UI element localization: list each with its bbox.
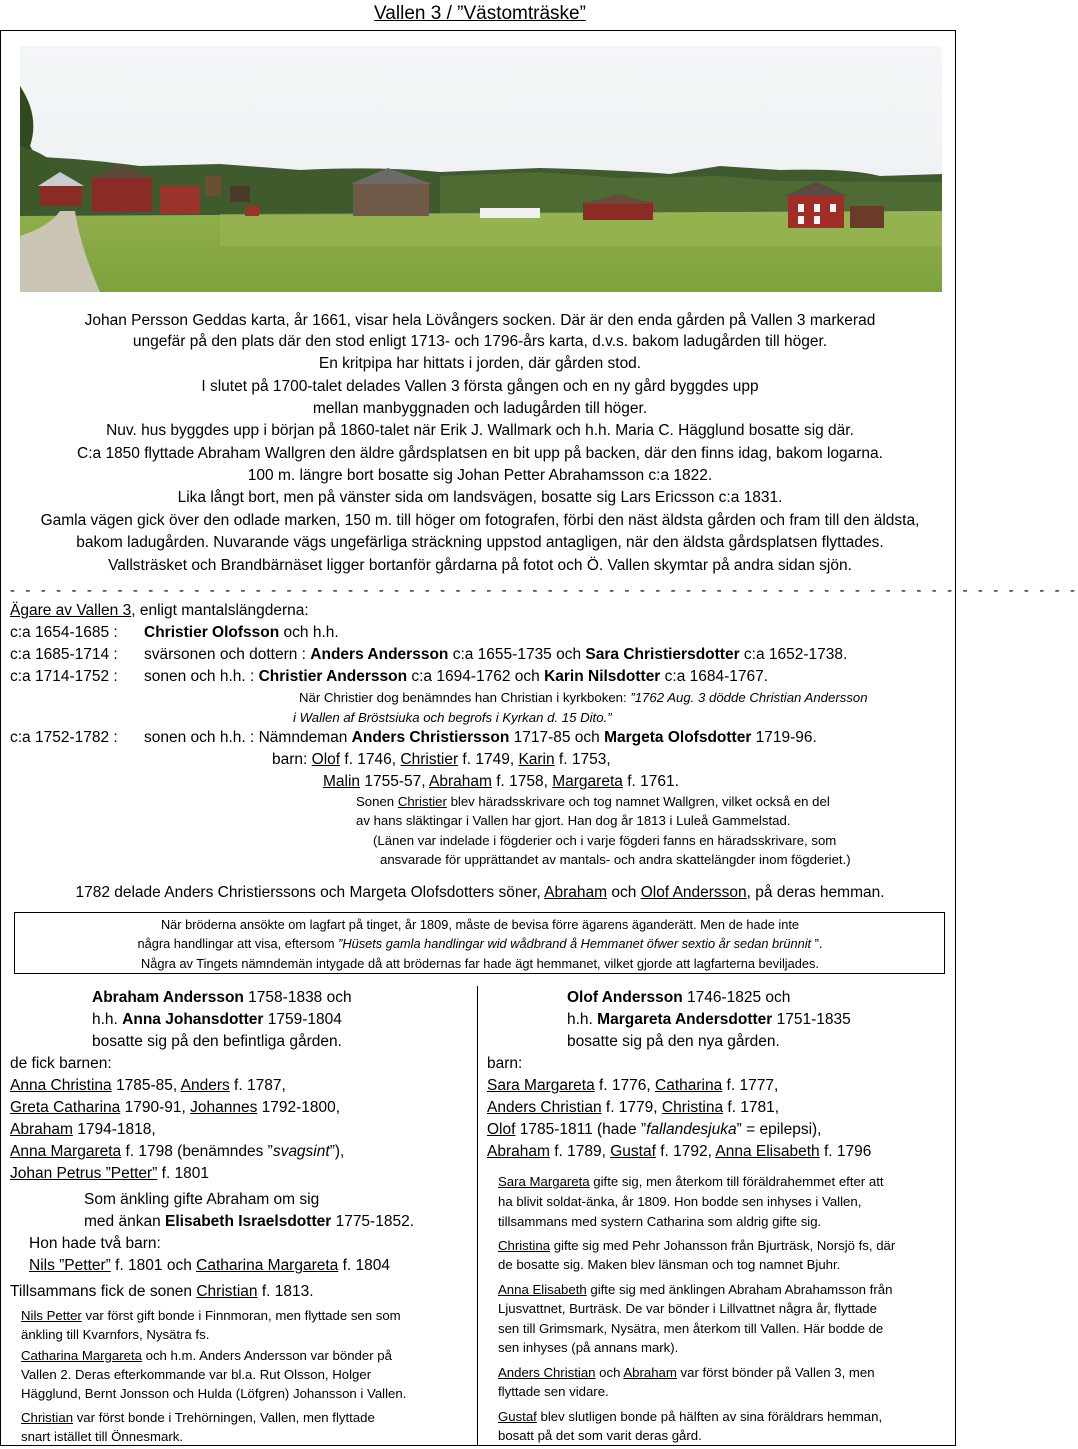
intro-line: Nuv. hus byggdes upp i början på 1860-talet när Erik J. Wallmark och h.h. Maria C. Hägglund bosatte sig där. [106,422,854,439]
olof-wife: h.h. Margareta Andersdotter 1751-1835 [567,1011,851,1028]
right-note: Sara Margareta gifte sig, men återkom till föräldrahemmet efter att [498,1174,884,1189]
right-note: Anders Christian och Abraham var först bönder på Vallen 3, men [498,1365,875,1380]
right-note: bosatt på det som varit deras gård. [498,1428,702,1443]
christier-note: ansvarade för upprättandet av mantals- och andra skattelängder inom fögderiet.) [380,852,851,867]
christier-note: (Länen var indelade i fögderier och i varje fögderi fanns en häradsskrivare, som [373,833,837,848]
abraham-wife: h.h. Anna Johansdotter 1759-1804 [92,1011,342,1028]
remarriage-line: Hon hade två barn: [29,1235,161,1252]
abraham-header: Abraham Andersson 1758-1838 och [92,989,352,1006]
intro-line: Gamla vägen gick över den odlade marken, 150 m. till höger om fotografen, förbi den näst äldsta gården och fram till den äldsta, [40,512,920,529]
left-note: Catharina Margareta och h.m. Anders Andersson var bönder på [21,1348,392,1363]
child-line: Anders Christian f. 1779, Christina f. 1781, [487,1099,780,1116]
owner-period: c:a 1654-1685 : [10,624,118,641]
right-note: sen inhyses (på annans mark). [498,1340,679,1355]
child-line: Abraham 1794-1818, [10,1121,156,1138]
intro-line: Vallsträsket och Brandbärnäset ligger bortanför gårdarna på fotot och Ö. Vallen skymtar på andra sidan sjön. [108,557,852,574]
lagfart-line: några handlingar att visa, eftersom ”Hüsets gamla handlingar wid wådbrand å Hemmanet öfwer sextio år sedan brünnit ”. [137,936,823,951]
owner-row-1: Christier Olofsson och h.h. [144,624,339,641]
right-note: tillsammans med systern Catharina som aldrig gifte sig. [498,1214,822,1229]
child-line: Johan Petrus ”Petter” f. 1801 [10,1165,210,1182]
right-note: ha blivit soldat-änka, år 1809. Hon bodde sen inhyses i Vallen, [498,1194,862,1209]
abraham-residence: bosatte sig på den befintliga gården. [92,1033,342,1050]
division-line: 1782 delade Anders Christierssons och Margeta Olofsdotters söner, Abraham och Olof Andersson, på deras hemman. [75,884,885,901]
remarriage-line: Tillsammans fick de sonen Christian f. 1813. [10,1283,314,1300]
children-heading: barn: [487,1055,523,1072]
intro-line: mellan manbyggnaden och ladugården till höger. [312,400,648,417]
children-line: barn: Olof f. 1746, Christier f. 1749, Karin f. 1753, [272,751,611,768]
children-line: Malin 1755-57, Abraham f. 1758, Margareta f. 1761. [323,773,679,790]
left-note: Nils Petter var först gift bonde i Finnmoran, men flyttade sen som [21,1308,401,1323]
left-note: Hägglund, Bernt Jonsson och Hulda (Löfgren) Johansson i Vallen. [21,1386,407,1401]
church-note: När Christier dog benämndes han Christian i kyrkboken: ”1762 Aug. 3 dödde Christian Andersson [299,690,868,705]
left-note: änkling till Kvarnfors, Nysätra fs. [21,1327,210,1342]
left-note: Vallen 2. Deras efterkommande var bl.a. Rut Olsson, Holger [21,1367,372,1382]
intro-line: Johan Persson Geddas karta, år 1661, visar hela Lövångers socken. Där är den enda gården på Vallen 3 markerad [84,312,876,329]
right-note: Anna Elisabeth gifte sig med änklingen Abraham Abrahamsson från [498,1282,893,1297]
christier-note: av hans släktingar i Vallen har gjort. Han dog år 1813 i Luleå Gammelstad. [356,813,791,828]
owner-period: c:a 1752-1782 : [10,729,118,746]
intro-line: bakom ladugården. Nuvarande vägs ungefärliga sträckning uppstod antagligen, när den äldsta gårdsplatsen flyttades. [76,534,884,551]
owner-period: c:a 1685-1714 : [10,646,118,663]
child-line: Anna Christina 1785-85, Anders f. 1787, [10,1077,286,1094]
church-note: i Wallen af Bröstsiuka och begrofs i Kyrkan d. 15 Dito.” [293,710,612,725]
dashed-divider: - - - - - - - - - - - - - - - - - - - - - - - - - - - - - - - - - - - - - - - - - - - - - - - - - - - - - - - - - - - - - - - - - - - - - - [10,582,1078,599]
right-note: Ljusvattnet, Burträsk. De var bönder i Lillvattnet några år, flyttade [498,1301,877,1316]
christier-note: Sonen Christier blev häradsskrivare och tog namnet Wallgren, vilket också en del [356,794,830,809]
right-note: sen till Grimsmark, Nysätra, men återkom till Vallen. Här bodde de [498,1321,884,1336]
right-note: Gustaf blev slutligen bonde på hälften av sina föräldrars hemman, [498,1409,883,1424]
column-divider [477,986,478,1446]
lagfart-line: Några av Tingets nämndemän intygade då att brödernas far hade ägt hemmanet, vilket gjorde att lagfarterna beviljades. [141,956,819,971]
child-line: Abraham f. 1789, Gustaf f. 1792, Anna Elisabeth f. 1796 [487,1143,872,1160]
left-note: snart istället till Önnesmark. [21,1429,183,1444]
child-line: Anna Margareta f. 1798 (benämndes ”svagsint”), [10,1143,345,1160]
remarriage-line: med änkan Elisabeth Israelsdotter 1775-1852. [84,1213,415,1230]
right-note: Christina gifte sig med Pehr Johansson från Bjurträsk, Norsjö fs, där [498,1238,896,1253]
farm-photo [20,46,942,292]
olof-residence: bosatte sig på den nya gården. [567,1033,780,1050]
child-line: Olof 1785-1811 (hade ”fallandesjuka” = epilepsi), [487,1121,822,1138]
intro-line: 100 m. längre bort bosatte sig Johan Petter Abrahamsson c:a 1822. [247,467,713,484]
left-note: Christian var först bonde i Trehörningen, Vallen, men flyttade [21,1410,375,1425]
owner-row-3: sonen och h.h. : Christier Andersson c:a 1694-1762 och Karin Nilsdotter c:a 1684-1767. [144,668,769,685]
owner-row-2: svärsonen och dottern : Anders Andersson c:a 1655-1735 och Sara Christiersdotter c:a 1652-1738. [144,646,848,663]
remarriage-line: Som änkling gifte Abraham om sig [84,1191,320,1208]
intro-line: Lika långt bort, men på vänster sida om landsvägen, bosatte sig Lars Ericsson c:a 1831. [177,489,783,506]
page-title: Vallen 3 / ”Västomträske” [374,3,586,24]
right-note: flyttade sen vidare. [498,1384,609,1399]
owners-heading: Ägare av Vallen 3, enligt mantalslängderna: [10,602,309,619]
child-line: Greta Catharina 1790-91, Johannes 1792-1800, [10,1099,341,1116]
intro-line: C:a 1850 flyttade Abraham Wallgren den äldre gårdsplatsen en bit upp på backen, där den finns idag, bakom logarna. [77,445,883,462]
right-note: de bosatte sig. Maken blev länsman och tog namnet Bjuhr. [498,1257,841,1272]
farm-landscape-image [20,46,942,292]
intro-line: En kritpipa har hittats i jorden, där gården stod. [318,355,642,372]
remarriage-line: Nils ”Petter” f. 1801 och Catharina Margareta f. 1804 [29,1257,391,1274]
children-heading: de fick barnen: [10,1055,112,1072]
child-line: Sara Margareta f. 1776, Catharina f. 1777, [487,1077,779,1094]
intro-line: ungefär på den plats där den stod enligt 1713- och 1796-års karta, d.v.s. bakom ladugården till höger. [132,333,828,350]
owner-row-4: sonen och h.h. : Nämndeman Anders Christiersson 1717-85 och Margeta Olofsdotter 1719-96. [144,729,817,746]
olof-header: Olof Andersson 1746-1825 och [567,989,791,1006]
lagfart-line: När bröderna ansökte om lagfart på tinget, år 1809, måste de bevisa förre ägarens äganderätt. Men de hade inte [160,917,800,932]
owner-period: c:a 1714-1752 : [10,668,118,685]
intro-line: I slutet på 1700-talet delades Vallen 3 första gången och en ny gård byggdes upp [201,378,759,395]
